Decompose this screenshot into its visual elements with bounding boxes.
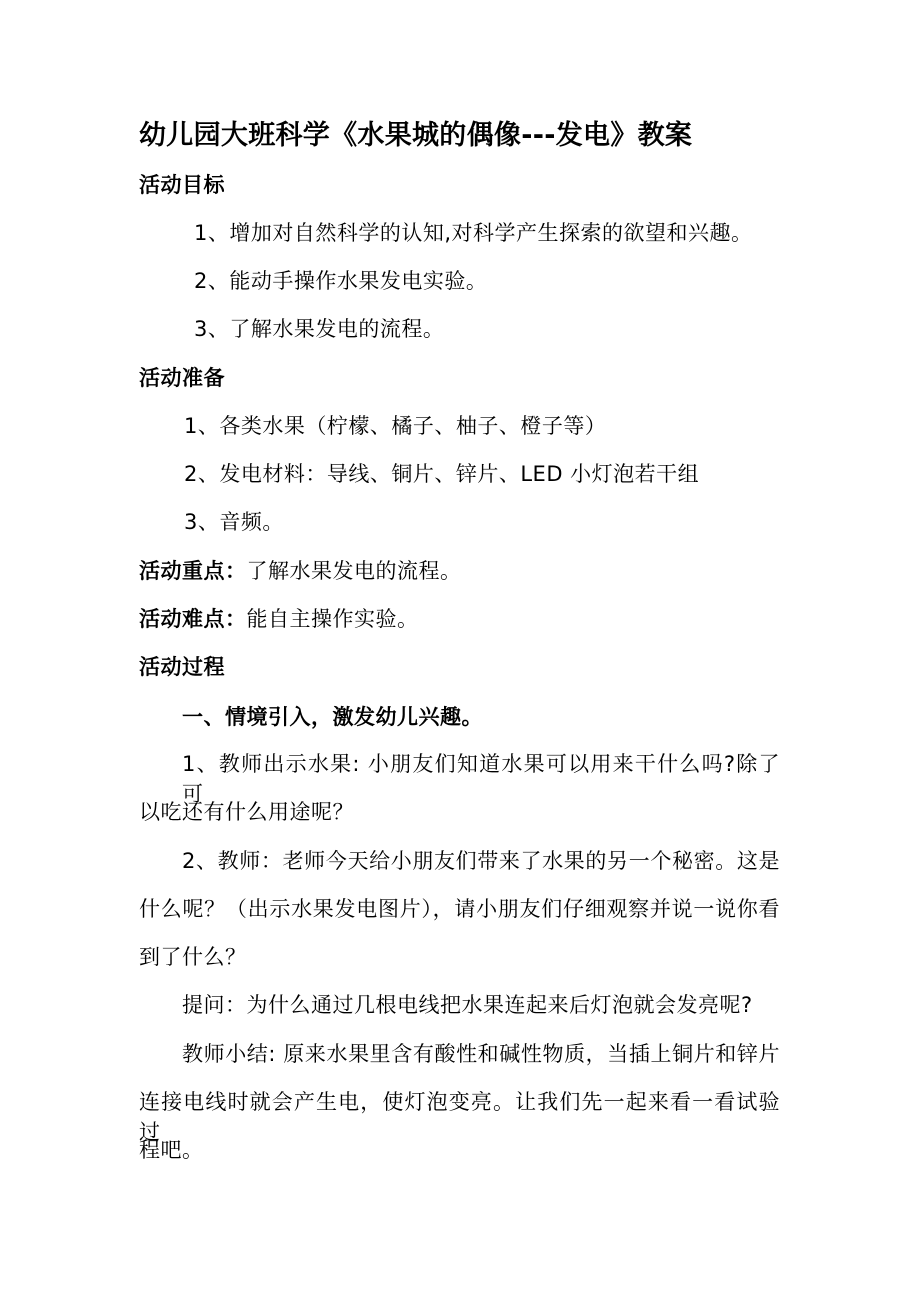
goal-item-1: 1、增加对自然科学的认知,对科学产生探索的欲望和兴趣。: [194, 221, 753, 245]
step1-p1-line2: 以吃还有什么用途呢？: [139, 800, 354, 824]
question: 提问：为什么通过几根电线把水果连起来后灯泡就会发亮呢?: [182, 993, 753, 1017]
step1-p2-line1: 2、教师：老师今天给小朋友们带来了水果的另一个秘密。这是: [182, 849, 780, 873]
document-title: 幼儿园大班科学《水果城的偶像---发电》教案: [139, 120, 693, 151]
prep-item-1: 1、各类水果（柠檬、橘子、柚子、橙子等）: [184, 414, 607, 438]
prep-heading: 活动准备: [139, 366, 225, 390]
step1-heading: 一、情境引入，激发幼儿兴趣。: [182, 705, 483, 729]
summary-line2: 连接电线时就会产生电，使灯泡变亮。让我们先一起来看一看试验过: [139, 1090, 780, 1144]
key-point-label: 活动重点：: [139, 559, 247, 583]
process-heading: 活动过程: [139, 655, 225, 679]
goals-heading: 活动目标: [139, 173, 225, 197]
goal-item-3: 3、了解水果发电的流程。: [194, 317, 445, 341]
goal-item-2: 2、能动手操作水果发电实验。: [194, 269, 488, 293]
step1-p2-line2: 什么呢？（出示水果发电图片），请小朋友们仔细观察并说一说你看: [139, 897, 780, 921]
step1-p1-line1: 1、教师出示水果: 小朋友们知道水果可以用来干什么吗?除了可: [182, 752, 780, 806]
difficulty: [139, 604, 419, 634]
difficulty-text: 能自主操作实验。: [246, 607, 419, 631]
summary-line1: 教师小结: 原来水果里含有酸性和碱性物质，当插上铜片和锌片: [182, 1042, 780, 1066]
summary-line3: 程吧。: [139, 1138, 204, 1162]
key-point: [139, 556, 462, 586]
step1-p2-line3: 到了什么？: [139, 945, 247, 969]
prep-item-2: 2、发电材料：导线、铜片、锌片、LED 小灯泡若干组: [184, 462, 700, 486]
prep-item-3: 3、音频。: [184, 510, 284, 534]
difficulty-label: 活动难点：: [139, 607, 247, 631]
key-point-text: 了解水果发电的流程。: [246, 559, 462, 583]
